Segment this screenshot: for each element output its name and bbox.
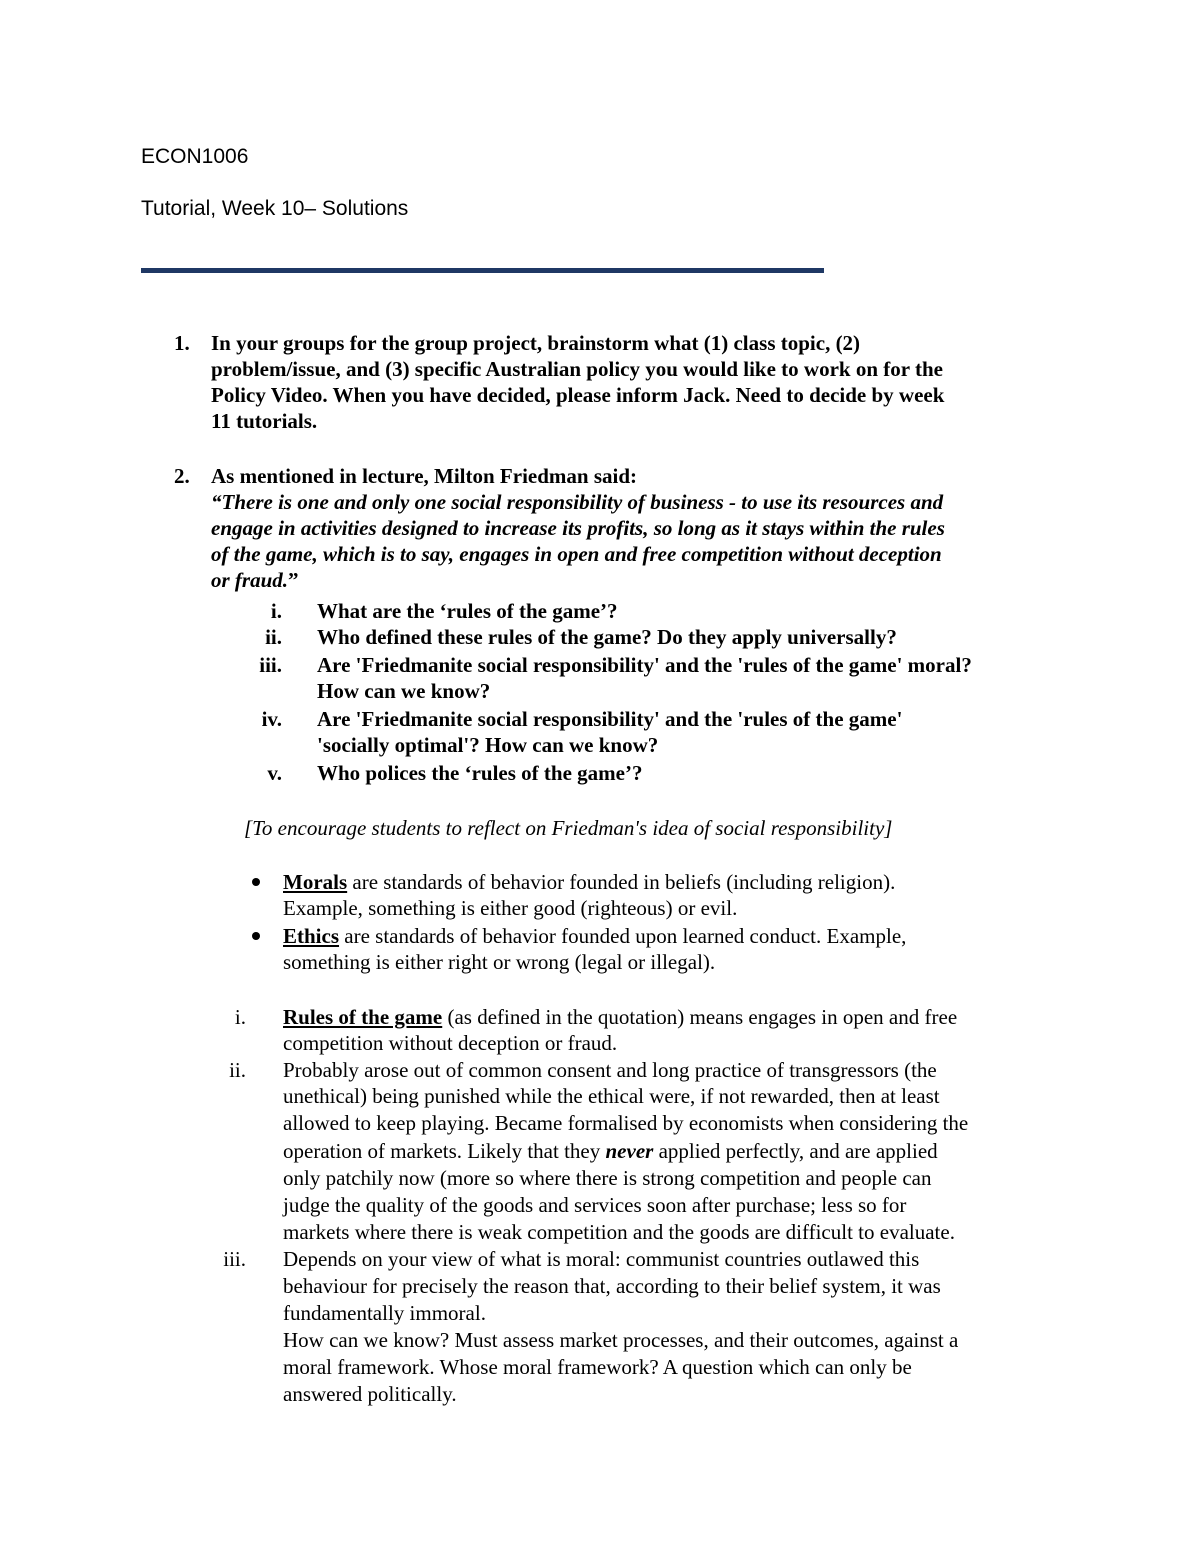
bullet-item xyxy=(283,870,895,895)
answer-text: judge the quality of the goods and services soon after purchase; less so for xyxy=(283,1193,907,1217)
subq-text: How can we know? xyxy=(317,679,491,703)
quote-line: of the game, which is to say, engages in open and free competition without deception xyxy=(211,542,942,566)
quote-close: ” xyxy=(288,568,299,592)
bullet-icon xyxy=(252,932,260,940)
subq-number: iii. xyxy=(259,653,282,677)
subq-number: iv. xyxy=(261,707,282,731)
q1-line: problem/issue, and (3) specific Australian policy you would like to work on for the xyxy=(211,357,943,381)
answer-line xyxy=(283,1005,957,1030)
q1-line: Policy Video. When you have decided, please inform Jack. Need to decide by week xyxy=(211,383,945,407)
subq-number: v. xyxy=(267,761,282,785)
answer-text: moral framework. Whose moral framework? A question which can only be xyxy=(283,1355,912,1379)
answer-emphasis: never xyxy=(605,1139,654,1163)
bullet-text: something is either right or wrong (legal or illegal). xyxy=(283,950,716,974)
tutor-note: [To encourage students to reflect on Friedman's idea of social responsibility] xyxy=(244,816,893,840)
answer-term: Rules of the game xyxy=(283,1005,443,1029)
subq-text: Who defined these rules of the game? Do they apply universally? xyxy=(317,625,897,649)
q1-number: 1. xyxy=(174,331,190,355)
subq-text: Are 'Friedmanite social responsibility' and the 'rules of the game' xyxy=(317,707,903,731)
quote-line: engage in activities designed to increase its profits, so long as it stays within the rules xyxy=(211,516,945,540)
answer-number: iii. xyxy=(223,1247,246,1271)
answer-text: unethical) being punished while the ethical were, if not rewarded, then at least xyxy=(283,1084,940,1108)
answer-text: operation of markets. Likely that they xyxy=(283,1139,606,1163)
page-subtitle: Tutorial, Week 10– Solutions xyxy=(141,197,409,220)
q2-number: 2. xyxy=(174,464,190,488)
answer-line xyxy=(283,1139,938,1164)
title-divider xyxy=(141,268,824,273)
quote-line: “There is one and only one social responsibility of business - to use its resources and xyxy=(211,490,944,514)
bullet-text: are standards of behavior founded in beliefs (including religion). xyxy=(347,870,896,894)
answer-text: Depends on your view of what is moral: communist countries outlawed this xyxy=(283,1247,920,1271)
answer-text: How can we know? Must assess market processes, and their outcomes, against a xyxy=(283,1328,959,1352)
bullet-icon xyxy=(252,878,260,886)
answer-text: fundamentally immoral. xyxy=(283,1301,486,1325)
bullet-text: are standards of behavior founded upon learned conduct. Example, xyxy=(339,924,907,948)
answer-text: allowed to keep playing. Became formalised by economists when considering the xyxy=(283,1111,969,1135)
answer-text: behaviour for precisely the reason that, according to their belief system, it was xyxy=(283,1274,941,1298)
q1-line: In your groups for the group project, brainstorm what (1) class topic, (2) xyxy=(211,331,861,355)
answer-number: i. xyxy=(234,1005,246,1029)
subq-number: i. xyxy=(270,599,282,623)
answer-text: only patchily now (more so where there is strong competition and people can xyxy=(283,1166,932,1190)
bullet-text: Example, something is either good (righteous) or evil. xyxy=(283,896,738,920)
course-code: ECON1006 xyxy=(141,145,249,168)
bullet-term: Ethics xyxy=(283,924,340,948)
bullet-term: Morals xyxy=(283,870,348,894)
subq-text: What are the ‘rules of the game’? xyxy=(317,599,618,623)
subq-number: ii. xyxy=(265,625,282,649)
answer-text: applied perfectly, and are applied xyxy=(653,1139,938,1163)
answer-number: ii. xyxy=(229,1058,246,1082)
answer-text: Probably arose out of common consent and long practice of transgressors (the xyxy=(283,1058,937,1082)
subq-text: Who polices the ‘rules of the game’? xyxy=(317,761,643,785)
quote-line: or fraud. xyxy=(211,568,289,592)
q1-line: 11 tutorials. xyxy=(211,409,318,433)
bullet-item xyxy=(283,924,906,949)
answer-text: answered politically. xyxy=(283,1382,457,1406)
q2-intro: As mentioned in lecture, Milton Friedman said: xyxy=(211,464,638,488)
subq-text: 'socially optimal'? How can we know? xyxy=(317,733,659,757)
answer-text: competition without deception or fraud. xyxy=(283,1031,618,1055)
subq-text: Are 'Friedmanite social responsibility' and the 'rules of the game' moral? xyxy=(317,653,972,677)
answer-text: (as defined in the quotation) means engages in open and free xyxy=(442,1005,958,1029)
answer-text: markets where there is weak competition and the goods are difficult to evaluate. xyxy=(283,1220,955,1244)
